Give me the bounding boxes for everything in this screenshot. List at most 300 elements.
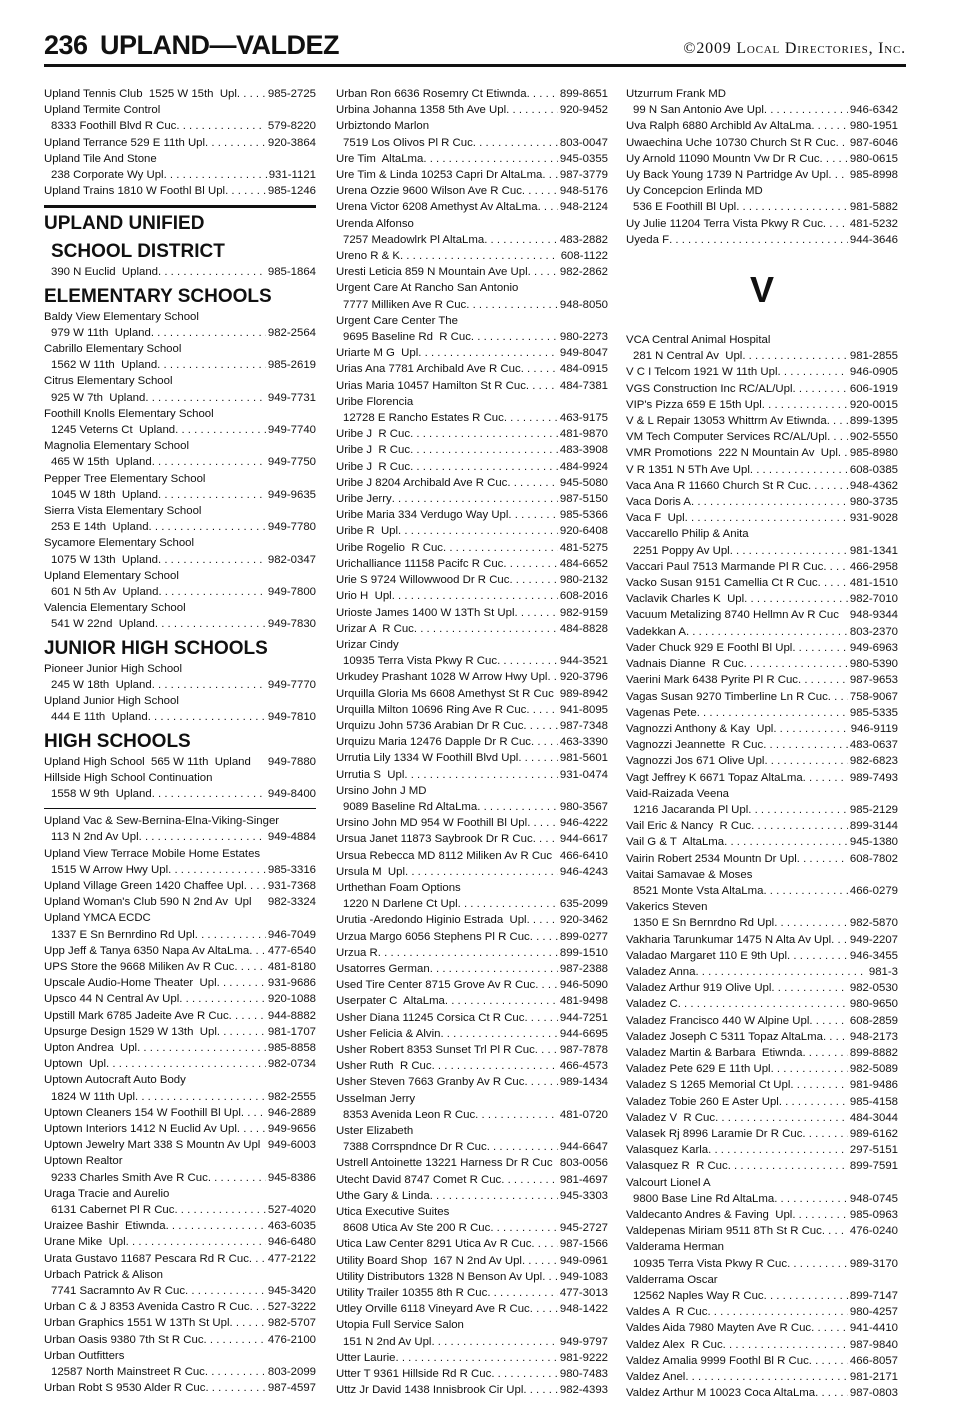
listing-heading: Upland Junior High School [44, 695, 179, 708]
listing-entry [44, 786, 316, 802]
dot-leader [526, 702, 557, 718]
dot-leader [168, 862, 266, 878]
listing-phone: 949-9656 [267, 1122, 316, 1135]
dot-leader [244, 878, 266, 894]
listing-entry [336, 248, 608, 264]
listing-phone: 483-2882 [559, 233, 608, 246]
dot-leader [205, 135, 266, 151]
dot-leader [487, 1139, 558, 1155]
listing-name: Urrutia S Upl [336, 768, 405, 781]
listing-entry [44, 1040, 316, 1056]
listing-phone: 483-3908 [559, 444, 608, 457]
listing-heading: Utica Executive Suites [336, 1206, 450, 1219]
listing-entry [626, 883, 898, 899]
listing-entry [626, 1337, 898, 1353]
listing-phone: 484-8828 [559, 622, 608, 635]
listing-entry [44, 1008, 316, 1024]
listing-entry [626, 118, 898, 134]
listing-phone: 949-1083 [559, 1270, 608, 1283]
dot-leader [798, 672, 848, 688]
dot-leader [527, 815, 558, 831]
listing-entry [626, 575, 898, 591]
column-3 [626, 86, 898, 1401]
listing-phone: 297-5151 [849, 1144, 898, 1157]
listing-name: Vail G & T AltaLma [626, 836, 725, 849]
listing-phone: 527-4020 [267, 1203, 316, 1216]
listing-entry [336, 621, 608, 637]
listing-entry [626, 102, 898, 118]
listing-heading: Urthethan Foam Options [336, 881, 461, 894]
listing-phone: 987-2388 [559, 962, 608, 975]
listing-phone: 484-7381 [559, 379, 608, 392]
listing-name: Urquilla Milton 10696 Ring Ave R Cuc [336, 703, 527, 716]
listing-phone: 987-5150 [559, 493, 608, 506]
dot-leader [205, 1364, 266, 1380]
listing-heading: Urgent Care Center The [336, 314, 458, 327]
dot-leader [823, 559, 848, 575]
spacer [252, 894, 266, 910]
dot-leader [792, 640, 848, 656]
listing-name: Urie S 9724 Willowwood Dr R Cuc [336, 574, 510, 587]
listing-name: 1337 E Sn Bernrdino Rd Upl [51, 928, 195, 941]
listing-name: Upland Village Green 1420 Chaffee Upl [44, 879, 244, 892]
listing-phone: 982-3324 [267, 896, 316, 909]
listing-entry [44, 677, 316, 693]
section-rule [44, 808, 316, 809]
listing-phone: 920-6408 [559, 525, 608, 538]
listing-heading: Valderama Herman [626, 1241, 724, 1254]
listing-entry [626, 1385, 898, 1401]
listing-name: 10935 Terra Vista Pkwy R Cuc [343, 655, 498, 668]
listing-phone: 466-6410 [559, 849, 608, 862]
listing-phone: 608-0385 [849, 463, 898, 476]
listing-phone: 949-7740 [267, 424, 316, 437]
listing-phone: 899-1395 [849, 415, 898, 428]
listing-name: 7741 Sacramnto Av R Cuc [51, 1285, 186, 1297]
dot-leader [803, 770, 848, 786]
dot-leader [528, 264, 558, 280]
listing-name: Upsco 44 N Central Av Upl [44, 993, 180, 1006]
listing-entry [44, 1089, 316, 1105]
listing-name: Uribe J R Cuc [336, 444, 411, 457]
page-header [44, 30, 906, 64]
dot-leader [149, 519, 266, 535]
listing-name: Uthe Gary & Linda [336, 1189, 430, 1202]
dot-leader [237, 86, 266, 102]
dot-leader [697, 705, 848, 721]
listing-heading: Urbiztondo Marlon [336, 120, 430, 133]
listing-phone: 980-4257 [849, 1306, 898, 1319]
column-1 [44, 86, 316, 1396]
dot-leader [827, 429, 848, 445]
listing-phone: 466-8057 [849, 1354, 898, 1367]
listing-entry [336, 361, 608, 377]
listing-entry [44, 264, 316, 280]
listing-phone: 606-1919 [849, 382, 898, 395]
listing-entry [336, 135, 608, 151]
listing-name: Vaca Doris A [626, 496, 691, 509]
listing-phone: 949-8400 [267, 787, 316, 800]
listing-entry [626, 543, 898, 559]
listing-entry [336, 767, 608, 783]
listing-name: Uy Arnold 11090 Mountn Vw Dr R Cuc [626, 152, 820, 165]
dot-leader [828, 689, 848, 705]
listing-phone: 484-3044 [849, 1111, 898, 1124]
listing-name: Vaerini Mark 6438 Pyrite Pl R Cuc [626, 674, 798, 687]
dot-leader [503, 556, 558, 572]
dot-leader [158, 552, 266, 568]
listing-name: Vacuum Metalizing 8740 Hellmn Av R Cuc [626, 609, 839, 622]
dot-leader [533, 831, 558, 847]
listing-name: 10935 Terra Vista Pkwy R Cuc [633, 1257, 788, 1270]
listing-name: Userpater C AltaLma [336, 995, 445, 1008]
listing-entry [336, 1253, 608, 1269]
listing-entry [626, 1256, 898, 1272]
dot-leader [166, 1218, 266, 1234]
dot-leader [779, 1094, 848, 1110]
listing-phone: 985-8980 [849, 447, 898, 460]
listing-phone: 949-6003 [267, 1139, 316, 1152]
listing-entry [44, 422, 316, 438]
dot-leader [473, 135, 558, 151]
listing-phone: 899-0277 [559, 930, 608, 943]
listing-name: 151 N 2nd Av Upl [343, 1335, 432, 1348]
listing-phone: 981-2855 [849, 350, 898, 363]
dot-leader [152, 786, 266, 802]
listing-name: Valadez C [626, 998, 678, 1011]
listing-name: 113 N 2nd Av Upl [51, 831, 139, 844]
listing-entry [626, 510, 898, 526]
dot-leader [792, 1207, 848, 1223]
listing-entry [44, 1137, 316, 1153]
listing-entry [336, 831, 608, 847]
dot-leader [152, 454, 266, 470]
listing-entry [44, 183, 316, 199]
dot-leader [838, 445, 848, 461]
dot-leader [530, 1301, 558, 1317]
dot-leader [471, 329, 558, 345]
listing-name: Ursino John MD 954 W Foothill Bl Upl [336, 817, 528, 830]
listing-phone: 985-8858 [267, 1041, 316, 1054]
listing-phone: 985-1864 [267, 266, 316, 279]
listing-name: Upton Andrea Upl [44, 1041, 138, 1054]
dot-leader [208, 1170, 266, 1186]
listing-name: Valadez Joseph C 5311 Topaz AltaLma [626, 1030, 823, 1043]
listing-phone: 981-2171 [849, 1371, 898, 1384]
listing-name: Uwaechina Uche 10730 Church St R Cuc [626, 136, 836, 149]
dot-leader [762, 397, 848, 413]
listing-entry [336, 1366, 608, 1382]
listing-entry [336, 896, 608, 912]
listing-phone: 945-5080 [559, 476, 608, 489]
listing-entry [626, 381, 898, 397]
dot-leader [405, 864, 558, 880]
listing-entry [336, 1269, 608, 1285]
listing-phone: 608-2859 [849, 1014, 898, 1027]
listing-phone: 608-1122 [560, 250, 608, 263]
listing-entry [626, 980, 898, 996]
dot-leader [241, 1105, 266, 1121]
listing-name: 444 E 11th Upland [51, 711, 148, 724]
listing-name: Ure Tim AltaLma [336, 152, 424, 165]
listing-entry [44, 1283, 316, 1299]
dot-leader [414, 621, 558, 637]
listing-entry [626, 689, 898, 705]
listing-name: Utility Board Shop 167 N 2nd Av Upl [336, 1254, 522, 1267]
listing-phone: 946-9119 [850, 722, 898, 735]
listing-phone: 987-9653 [849, 674, 898, 687]
listing-phone: 944-6695 [559, 1027, 608, 1040]
listing-phone: 985-8998 [849, 169, 898, 182]
listing-phone: 980-3735 [849, 496, 898, 509]
dot-leader [831, 932, 848, 948]
dot-leader [176, 118, 266, 134]
listing-name: Urata Gustavo 11687 Pescara Rd R Cuc [44, 1252, 249, 1265]
listing-phone: 463-6035 [267, 1220, 316, 1233]
listing-phone: 987-3779 [559, 169, 608, 182]
dot-leader [542, 1269, 558, 1285]
listing-heading: Upland Tile And Stone [44, 152, 157, 165]
listing-name: 245 W 18th Upland [51, 678, 152, 691]
listing-entry [336, 232, 608, 248]
listing-entry [336, 1042, 608, 1058]
listing-name: Valdecanto Andres & Faving Upl [626, 1209, 793, 1221]
dot-leader [818, 575, 848, 591]
listing-entry [626, 721, 898, 737]
dot-leader [430, 1188, 558, 1204]
dot-leader [538, 199, 558, 215]
dot-leader [764, 1288, 848, 1304]
listing-name: 1245 Veterns Ct Upland [51, 424, 176, 437]
dot-leader [808, 478, 848, 494]
spacer [251, 754, 266, 770]
listing-name: Urban Graphics 1551 W 13Th St Upl [44, 1317, 230, 1330]
dot-leader [809, 1013, 847, 1029]
listing-entry [44, 118, 316, 134]
listing-name: Used Tire Center 8715 Grove Av R Cuc [336, 979, 536, 992]
listing-phone: 982-5707 [267, 1317, 316, 1330]
listing-name: 1558 W 9th Upland [51, 787, 152, 800]
listing-name: Utecht David 8747 Comet R Cuc [336, 1173, 502, 1186]
listing-name: Vaccari Paul 7513 Marmande Pl R Cuc [626, 560, 824, 573]
listing-heading: Valcourt Lionel A [626, 1176, 711, 1189]
listing-name: Urquizu Maria 12476 Dapple Dr R Cuc [336, 736, 531, 749]
listing-phone: 981-9222 [559, 1351, 608, 1364]
listing-phone: 981-9486 [849, 1079, 898, 1092]
listing-entry [336, 540, 608, 556]
listing-entry [336, 1236, 608, 1252]
dot-leader [404, 767, 557, 783]
dot-leader [527, 912, 558, 928]
listing-phone: 987-9840 [849, 1338, 898, 1351]
listing-name: 390 N Euclid Upland [51, 266, 159, 279]
section-heading: ELEMENTARY SCHOOLS [44, 285, 272, 307]
listing-phone: 982-7010 [849, 593, 898, 606]
listing-entry [44, 878, 316, 894]
dot-leader [797, 851, 848, 867]
listing-phone: 949-7780 [267, 521, 316, 534]
listing-entry [336, 507, 608, 523]
listing-phone: 949-7731 [267, 391, 316, 404]
dot-leader [744, 591, 848, 607]
dot-leader [750, 462, 848, 478]
section-heading: UPLAND UNIFIED [44, 213, 205, 235]
listing-heading: Vaid-Raizada Veena [626, 787, 730, 800]
listing-name: 8521 Monte Vsta AltaLma [633, 884, 764, 897]
listing-entry [626, 1094, 898, 1110]
dot-leader [175, 422, 266, 438]
listing-phone: 981-5601 [559, 752, 608, 765]
listing-name: Uptown Jewelry Mart 338 S Mountn Av Upl [44, 1139, 261, 1152]
dot-leader [686, 624, 848, 640]
listing-name: Urichalliance 11158 Pacifc R Cuc [336, 557, 504, 570]
listing-entry [336, 199, 608, 215]
listing-name: Vacko Susan 9151 Camellia Ct R Cuc [626, 577, 818, 590]
listing-phone: 982-5089 [849, 1063, 898, 1076]
listing-phone: 463-9175 [559, 412, 608, 425]
listing-name: Urioste James 1400 W 13Th St Upl [336, 606, 515, 619]
dot-leader [475, 1107, 558, 1123]
listing-heading: Usselman Jerry [336, 1092, 416, 1105]
dot-leader [458, 896, 558, 912]
listing-entry [626, 216, 898, 232]
listing-name: Uyeda F [626, 233, 670, 246]
listing-name: 12562 Naples Way R Cuc [633, 1290, 764, 1303]
listing-phone: 985-2619 [267, 359, 316, 372]
listing-entry [336, 1220, 608, 1236]
listing-phone: 946-7049 [267, 928, 316, 941]
listing-phone: 980-5390 [849, 658, 898, 671]
listing-name: Vadekkan A [626, 625, 686, 638]
listing-name: Urquilla Gloria Ms 6608 Amethyst St R Cuc [336, 687, 554, 700]
listing-phone: 985-5335 [849, 706, 898, 719]
listing-name: 536 E Foothill Bl Upl [633, 201, 737, 214]
listing-entry [626, 1288, 898, 1304]
listing-entry [336, 1139, 608, 1155]
listing-entry [626, 413, 898, 429]
listing-phone: 946-6480 [267, 1236, 316, 1249]
listing-name: 9089 Baseline Rd AltaLma [343, 800, 478, 813]
listing-name: 979 W 11th Upland [51, 326, 151, 339]
listing-phone: 981-3 [868, 965, 898, 978]
listing-entry [626, 1304, 898, 1320]
listing-phone: 484-9924 [559, 460, 608, 473]
listing-name: Urutia -Aredondo Higinio Estrada Upl [336, 914, 527, 927]
dot-leader [522, 183, 558, 199]
listing-phone: 949-7800 [267, 586, 316, 599]
listing-phone: 579-8220 [267, 120, 316, 133]
dot-leader [230, 1315, 266, 1331]
listing-name: Valadez Tobie 260 E Aster Upl [626, 1095, 779, 1108]
listing-heading: Uribe Florencia [336, 395, 414, 408]
page-number: 236 [44, 30, 88, 60]
listing-phone: 946-3455 [849, 949, 898, 962]
listing-phone: 981-5882 [849, 201, 898, 214]
dot-leader [715, 1110, 848, 1126]
listing-phone: 899-7591 [849, 1160, 898, 1173]
listing-entry [44, 959, 316, 975]
listing-phone: 803-2370 [849, 625, 898, 638]
listing-phone: 949-0961 [559, 1254, 608, 1267]
listing-phone: 989-1434 [559, 1076, 608, 1089]
dot-leader [249, 943, 266, 959]
listing-name: Urban C & J 8353 Avenida Castro R Cuc [44, 1301, 250, 1314]
listing-entry [336, 1350, 608, 1366]
dot-leader [410, 442, 558, 458]
listing-entry [44, 975, 316, 991]
listing-entry [336, 151, 608, 167]
listing-entry [626, 932, 898, 948]
listing-name: 238 Corporate Wy Upl [51, 169, 164, 182]
listing-phone: 987-6046 [849, 136, 898, 149]
listing-entry [336, 345, 608, 361]
listing-name: Urio H Upl [336, 590, 392, 603]
listing-phone: 483-0637 [849, 739, 898, 752]
listing-name: Urias Maria 10457 Hamilton St R Cuc [336, 379, 526, 392]
listing-name: 7777 Milliken Ave R Cuc [343, 298, 467, 311]
listing-phone: 944-8882 [267, 1009, 316, 1022]
listing-entry [336, 183, 608, 199]
listing-phone: 481-5232 [849, 217, 898, 230]
listing-phone: 948-0745 [849, 1192, 898, 1205]
listing-phone: 944-6647 [559, 1141, 608, 1154]
listing-entry [336, 686, 608, 702]
listing-phone: 981-1341 [849, 544, 898, 557]
listing-name: 9800 Base Line Rd AltaLma [633, 1192, 775, 1205]
listing-name: Valdes A R Cuc [626, 1306, 708, 1319]
listing-entry [626, 770, 898, 786]
listing-entry [44, 135, 316, 151]
listing-phone: 948-9344 [849, 609, 898, 622]
listing-entry [336, 702, 608, 718]
listing-phone: 980-3567 [559, 800, 608, 813]
listing-heading: Pioneer Junior High School [44, 662, 183, 675]
listing-entry [336, 1188, 608, 1204]
listing-entry [626, 199, 898, 215]
listing-entry [626, 429, 898, 445]
listing-phone: 989-7493 [849, 771, 898, 784]
listing-phone: 987-7348 [559, 719, 608, 732]
listing-entry [336, 556, 608, 572]
listing-phone: 981-1707 [267, 1025, 316, 1038]
listing-phone: 985-0963 [849, 1209, 898, 1221]
listing-phone: 982-4393 [559, 1384, 608, 1397]
listing-name: 465 W 15th Upland [51, 456, 152, 469]
listing-entry [44, 1202, 316, 1218]
dot-leader [822, 1223, 848, 1239]
listing-phone: 948-5176 [559, 185, 608, 198]
listing-heading: Uptown Autocraft Auto Body [44, 1074, 186, 1087]
dot-leader [793, 381, 848, 397]
listing-phone: 945-1380 [849, 836, 898, 849]
listing-heading: Vakerics Steven [626, 901, 708, 914]
listing-entry [336, 977, 608, 993]
dot-leader [522, 1253, 558, 1269]
listing-phone: 945-0355 [559, 152, 608, 165]
listing-name: 7519 Los Olivos Pl R Cuc [343, 136, 473, 149]
listing-entry [336, 491, 608, 507]
listing-name: Vagnozzi Jeannette R Cuc [626, 739, 764, 752]
listing-name: 6131 Cabernet Pl R Cuc [51, 1203, 175, 1216]
dot-leader [440, 1026, 557, 1042]
listing-phone: 985-2129 [849, 803, 898, 816]
dot-leader [811, 1320, 848, 1336]
listing-phone: 987-7878 [559, 1043, 608, 1056]
dot-leader [400, 248, 559, 264]
dot-leader [685, 510, 848, 526]
listing-name: Urizar A R Cuc [336, 622, 414, 635]
listing-entry [44, 709, 316, 725]
